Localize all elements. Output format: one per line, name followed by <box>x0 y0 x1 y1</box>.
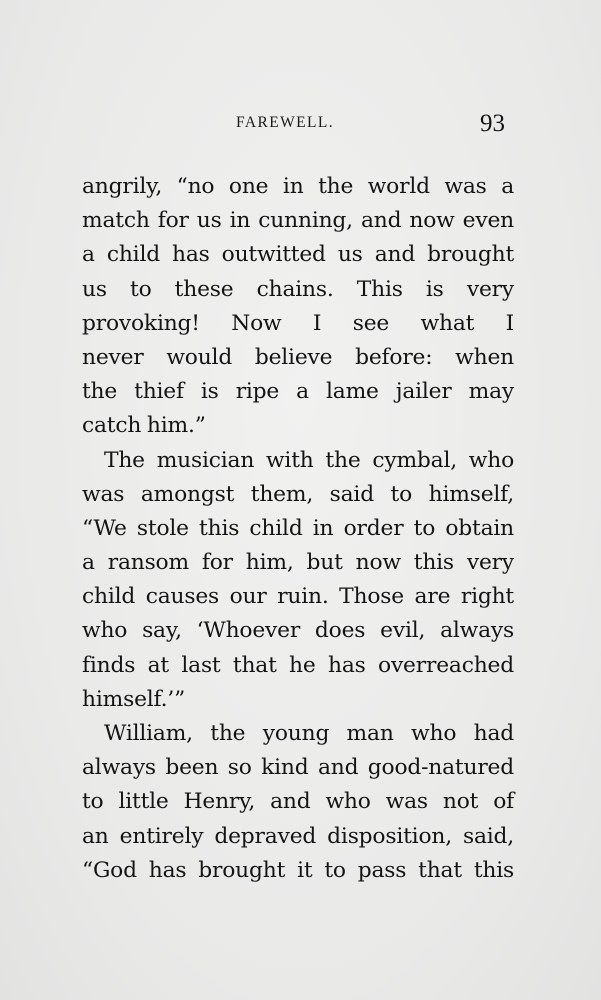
paragraph-first-line: The musician with the cymbal, who <box>104 447 514 473</box>
text-line: child causes our ruin. Those are right <box>82 584 514 610</box>
text-line: match for us in cunning, and now even <box>82 208 514 234</box>
text-line: a child has outwitted us and brought <box>82 242 514 268</box>
text-line: catch him.” <box>82 413 206 439</box>
text-line: was amongst them, said to himself, <box>82 481 514 507</box>
text-line: angrily, “no one in the world was a <box>82 174 514 199</box>
text-line: an entirely depraved disposition, said, <box>82 823 514 849</box>
body-text <box>82 170 514 888</box>
text-line: us to these chains. This is very <box>82 276 514 302</box>
text-line: provoking! Now I see what I <box>82 310 514 336</box>
page-number: 93 <box>480 110 505 137</box>
running-head: FAREWELL. <box>236 114 334 131</box>
text-line: a ransom for him, but now this very <box>82 550 514 576</box>
text-line: to little Henry, and who was not of <box>82 789 514 815</box>
text-line: “We stole this child in order to obtain <box>82 515 514 541</box>
text-line: “God has brought it to pass that this <box>82 857 514 883</box>
text-line: finds at last that he has overreached <box>82 652 514 678</box>
text-line: always been so kind and good-natured <box>82 755 514 781</box>
text-line: never would believe before: when <box>82 344 514 370</box>
text-line: the thief is ripe a lame jailer may <box>82 379 514 405</box>
text-line: himself.’” <box>82 686 186 712</box>
text-line: who say, ‘Whoever does evil, always <box>82 618 514 644</box>
paragraph-first-line: William, the young man who had <box>104 721 514 746</box>
